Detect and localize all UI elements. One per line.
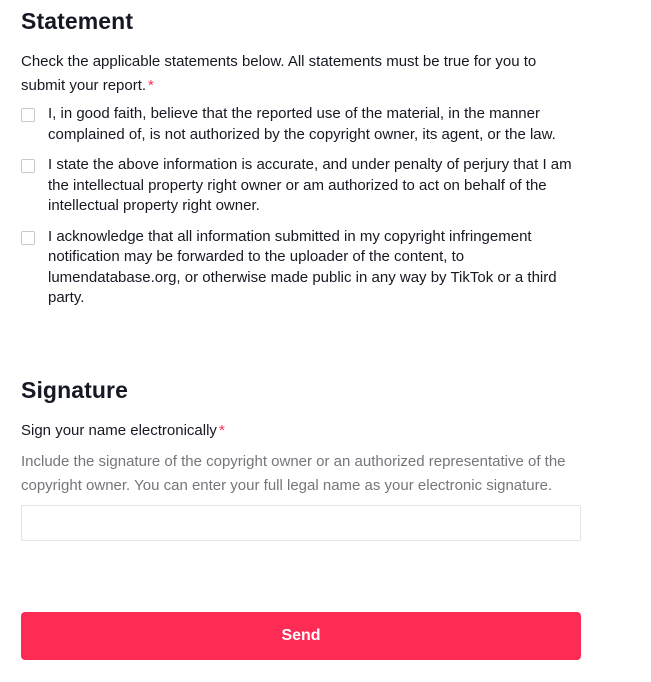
statement-title: Statement bbox=[21, 8, 134, 34]
statement-checkbox-acknowledge[interactable] bbox=[21, 231, 35, 245]
statement-checkbox-accuracy[interactable] bbox=[21, 159, 35, 173]
signature-section bbox=[21, 375, 581, 541]
statement-text-acknowledge: I acknowledge that all information submitted in my copyright infringement notification may be forwarded to the uploader of the content, to lumendatabase.org, or otherwise made public in any way by TikTok or a third party. bbox=[48, 227, 557, 306]
statement-list bbox=[21, 104, 581, 309]
statement-text-good-faith: I, in good faith, believe that the reported use of the material, in the manner complained of, is not authorized by the copyright owner, its agent, or the law. bbox=[48, 105, 556, 143]
signature-input[interactable] bbox=[21, 505, 581, 541]
signature-label-text: Sign your name electronically bbox=[21, 422, 217, 439]
required-asterisk: * bbox=[218, 422, 225, 439]
signature-helper-text: Include the signature of the copyright owner or an authorized representative of the copyright owner. You can enter your full legal name as your electronic signature. bbox=[21, 453, 566, 494]
statement-section bbox=[21, 6, 581, 319]
statement-item-acknowledge[interactable] bbox=[21, 227, 581, 309]
statement-intro-text: Check the applicable statements below. All statements must be true for you to submit your report. bbox=[21, 53, 537, 94]
statement-item-good-faith[interactable] bbox=[21, 104, 581, 145]
statement-intro bbox=[21, 50, 581, 98]
signature-field-label bbox=[21, 421, 581, 441]
statement-text-accuracy: I state the above information is accurate, and under penalty of perjury that I am the intellectual property right owner or am authorized to act on behalf of the intellectual property right owner. bbox=[48, 156, 572, 214]
send-button[interactable]: Send bbox=[21, 612, 581, 660]
statement-item-accuracy[interactable] bbox=[21, 155, 581, 217]
statement-checkbox-good-faith[interactable] bbox=[21, 108, 35, 122]
required-asterisk: * bbox=[148, 77, 154, 94]
signature-title: Signature bbox=[21, 377, 128, 403]
